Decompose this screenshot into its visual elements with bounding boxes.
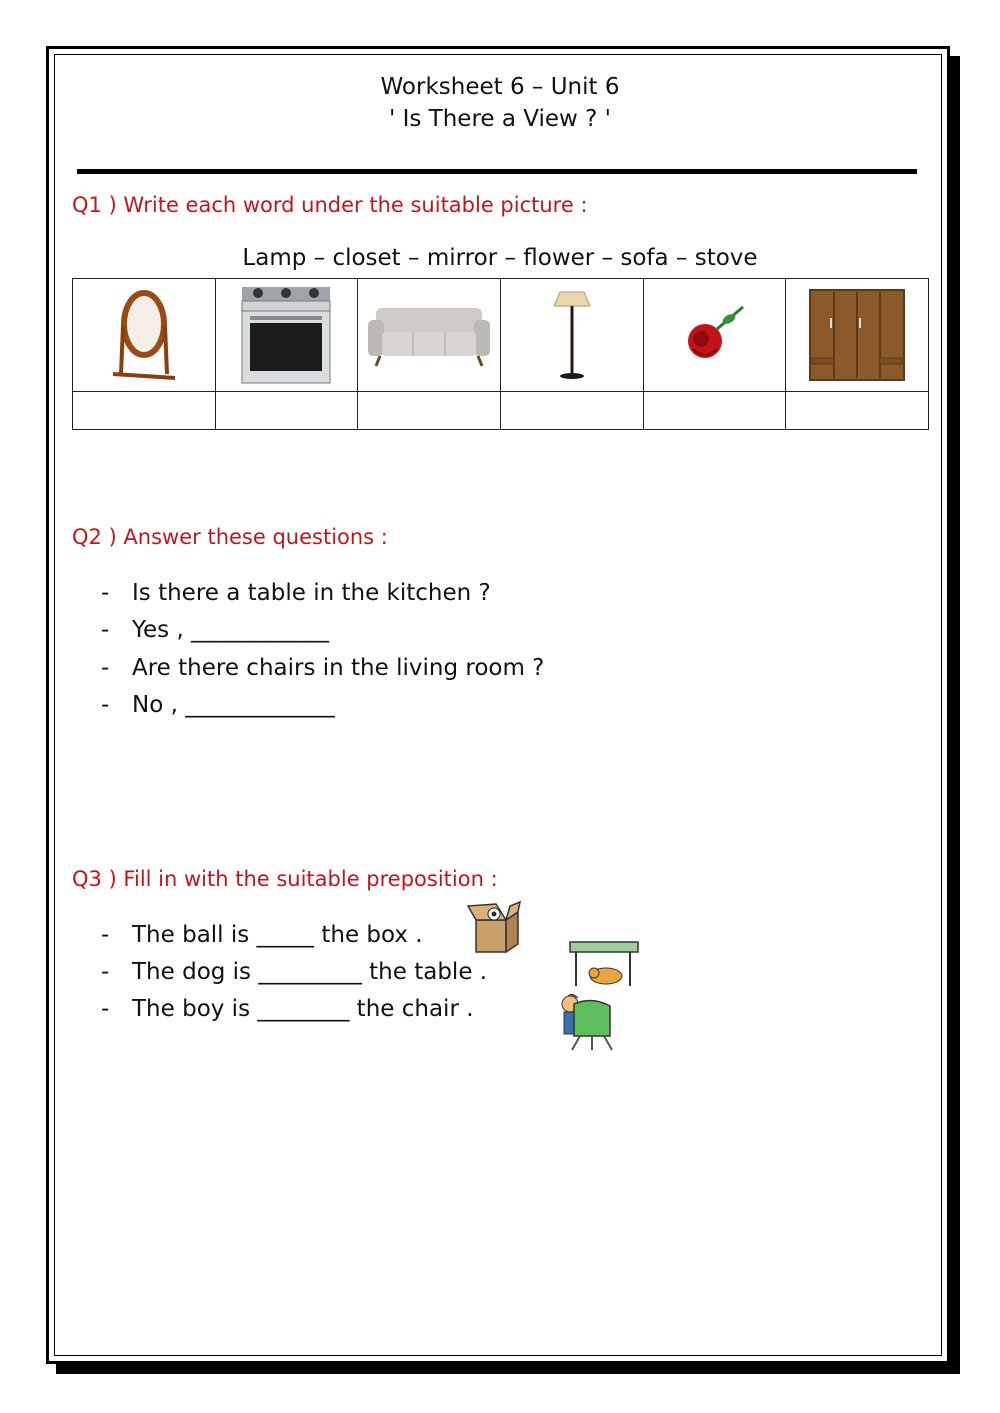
fill-in-sentence[interactable]: The ball is _____ the box . <box>132 922 423 948</box>
list-item[interactable]: - The dog is _________ the table . <box>101 959 488 985</box>
list-item[interactable]: - The ball is _____ the box . <box>101 922 423 948</box>
sofa-icon <box>366 302 492 368</box>
fill-in-sentence[interactable]: The boy is ________ the chair . <box>132 996 474 1022</box>
table-icon <box>568 940 640 990</box>
picture-cell <box>73 279 216 392</box>
dog-under-table-picture <box>568 940 640 990</box>
answer-cell[interactable] <box>73 392 216 430</box>
mirror-icon <box>109 286 179 384</box>
list-item[interactable]: - Yes , ____________ <box>101 617 330 643</box>
worksheet-title: Worksheet 6 – Unit 6 <box>380 74 620 100</box>
list-item: - Is there a table in the kitchen ? <box>101 580 491 606</box>
q1-heading: Q1 ) Write each word under the suitable picture : <box>72 193 588 217</box>
q3-heading: Q3 ) Fill in with the suitable preposition : <box>72 867 498 891</box>
list-item[interactable]: - No , _____________ <box>101 692 335 718</box>
header-divider <box>77 169 917 174</box>
picture-table <box>72 278 929 430</box>
answer-cell[interactable] <box>358 392 501 430</box>
q2-heading: Q2 ) Answer these questions : <box>72 525 388 549</box>
picture-cell <box>643 279 786 392</box>
worksheet-subtitle: ' Is There a View ? ' <box>388 106 612 132</box>
flower-icon <box>681 305 747 365</box>
picture-cell <box>786 279 929 392</box>
fill-in-sentence[interactable]: The dog is _________ the table . <box>132 959 488 985</box>
answer-cell[interactable] <box>500 392 643 430</box>
picture-cell <box>358 279 501 392</box>
picture-cell <box>500 279 643 392</box>
box-icon <box>466 900 522 954</box>
answer-cell[interactable] <box>643 392 786 430</box>
answer-cell[interactable] <box>786 392 929 430</box>
lamp-icon <box>550 288 594 382</box>
answer-line[interactable]: No , _____________ <box>132 692 335 718</box>
list-item: - Are there chairs in the living room ? <box>101 655 545 681</box>
question-text: Is there a table in the kitchen ? <box>132 580 491 606</box>
word-bank: Lamp – closet – mirror – flower – sofa – stove <box>242 245 758 271</box>
chair-icon <box>558 992 618 1054</box>
question-text: Are there chairs in the living room ? <box>132 655 545 681</box>
answer-line[interactable]: Yes , ____________ <box>132 617 330 643</box>
closet-icon <box>808 288 906 382</box>
answer-cell[interactable] <box>215 392 358 430</box>
boy-behind-chair-picture <box>558 992 618 1054</box>
stove-icon <box>240 283 332 387</box>
picture-cell <box>215 279 358 392</box>
list-item[interactable]: - The boy is ________ the chair . <box>101 996 474 1022</box>
ball-in-box-picture <box>466 900 522 954</box>
